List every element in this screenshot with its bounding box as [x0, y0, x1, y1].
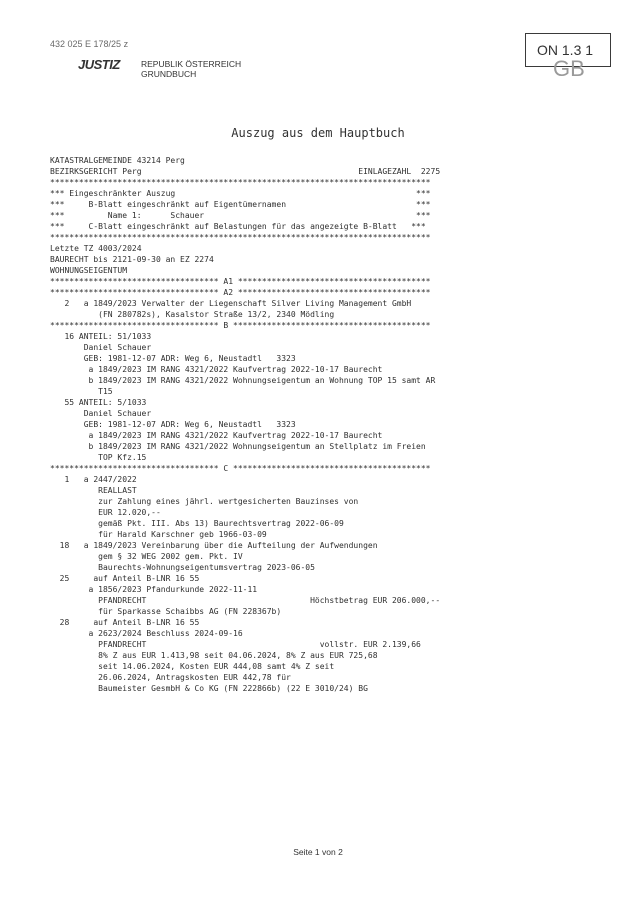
register-line: GEB: 1981-12-07 ADR: Weg 6, Neustadtl 3323	[50, 354, 296, 363]
register-line: PFANDRECHT vollstr. EUR 2.139,66	[50, 640, 421, 649]
register-line: 8% Z aus EUR 1.413,98 seit 04.06.2024, 8% Z aus EUR 725,68	[50, 651, 378, 660]
page-footer: Seite 1 von 2	[293, 847, 343, 857]
register-line: BEZIRKSGERICHT Perg EINLAGEZAHL 2275	[50, 167, 441, 176]
register-line: 18 a 1849/2023 Vereinbarung über die Aufteilung der Aufwendungen	[50, 541, 378, 550]
register-line: *********************************** C *****************************************	[50, 464, 431, 473]
register-line: Letzte TZ 4003/2024	[50, 244, 142, 253]
register-line: a 1849/2023 IM RANG 4321/2022 Kaufvertrag 2022-10-17 Baurecht	[50, 431, 383, 440]
register-line: seit 14.06.2024, Kosten EUR 444,08 samt 4% Z seit	[50, 662, 335, 671]
issuer-block	[141, 59, 241, 79]
gb-stamp-watermark: GB	[553, 56, 585, 81]
register-line: *** Eingeschränkter Auszug ***	[50, 189, 431, 198]
register-line: BAURECHT bis 2121-09-30 an EZ 2274	[50, 255, 214, 264]
register-line: 16 ANTEIL: 51/1033	[50, 332, 152, 341]
register-line: *******************************************************************************	[50, 178, 431, 187]
register-line: *** B-Blatt eingeschränkt auf Eigentümernamen ***	[50, 200, 431, 209]
register-line: T15	[50, 387, 113, 396]
register-line: a 1849/2023 IM RANG 4321/2022 Kaufvertrag 2022-10-17 Baurecht	[50, 365, 383, 374]
register-line: REALLAST	[50, 486, 137, 495]
register-line: b 1849/2023 IM RANG 4321/2022 Wohnungseigentum an Wohnung TOP 15 samt AR	[50, 376, 436, 385]
register-line: *** C-Blatt eingeschränkt auf Belastungen für das angezeigte B-Blatt ***	[50, 222, 426, 231]
register-line: 25 auf Anteil B-LNR 16 55	[50, 574, 200, 583]
register-line: für Sparkasse Schaibbs AG (FN 228367b)	[50, 607, 282, 616]
register-line: zur Zahlung eines jährl. wertgesicherten Bauzinses von	[50, 497, 359, 506]
register-line: *********************************** B *****************************************	[50, 321, 431, 330]
register-line: 1 a 2447/2022	[50, 475, 137, 484]
register-line: gem § 32 WEG 2002 gem. Pkt. IV	[50, 552, 243, 561]
register-line: *** Name 1: Schauer ***	[50, 211, 431, 220]
register-line: a 2623/2024 Beschluss 2024-09-16	[50, 629, 243, 638]
register-extract-body	[50, 155, 635, 694]
issuer-line-republic: REPUBLIK ÖSTERREICH	[141, 59, 242, 69]
register-line: 55 ANTEIL: 5/1033	[50, 398, 147, 407]
register-line: Baurechts-Wohnungseigentumsvertrag 2023-06-05	[50, 563, 315, 572]
ordnungsnummer-stamp: ON 1.3 1	[537, 42, 594, 58]
document-number: 432 025 E 178/25 z	[50, 39, 129, 49]
register-line: 28 auf Anteil B-LNR 16 55	[50, 618, 200, 627]
register-line: EUR 12.020,--	[50, 508, 161, 517]
register-line: 2 a 1849/2023 Verwalter der Liegenschaft Silver Living Management GmbH	[50, 299, 412, 308]
register-line: PFANDRECHT Höchstbetrag EUR 206.000,--	[50, 596, 441, 605]
register-line: *******************************************************************************	[50, 233, 431, 242]
register-line: a 1856/2023 Pfandurkunde 2022-11-11	[50, 585, 258, 594]
register-line: KATASTRALGEMEINDE 43214 Perg	[50, 156, 185, 165]
register-line: für Harald Karschner geb 1966-03-09	[50, 530, 267, 539]
document-title: Auszug aus dem Hauptbuch	[231, 126, 405, 140]
justiz-logo: JUSTIZ	[78, 57, 120, 72]
register-line: *********************************** A1 ****************************************	[50, 277, 431, 286]
register-line: GEB: 1981-12-07 ADR: Weg 6, Neustadtl 3323	[50, 420, 296, 429]
register-line: b 1849/2023 IM RANG 4321/2022 Wohnungseigentum an Stellplatz im Freien	[50, 442, 426, 451]
register-line: *********************************** A2 ****************************************	[50, 288, 431, 297]
register-line: Baumeister GesmbH & Co KG (FN 222866b) (22 E 3010/24) BG	[50, 684, 368, 693]
register-line: gemäß Pkt. III. Abs 13) Baurechtsvertrag 2022-06-09	[50, 519, 344, 528]
issuer-line-grundbuch: GRUNDBUCH	[141, 69, 197, 79]
register-line: WOHNUNGSEIGENTUM	[50, 266, 128, 275]
register-line: Daniel Schauer	[50, 409, 152, 418]
register-line: Daniel Schauer	[50, 343, 152, 352]
register-line: TOP Kfz.15	[50, 453, 147, 462]
register-line: 26.06.2024, Antragskosten EUR 442,78 für	[50, 673, 291, 682]
register-line: (FN 280782s), Kasalstor Straße 13/2, 2340 Mödling	[50, 310, 335, 319]
